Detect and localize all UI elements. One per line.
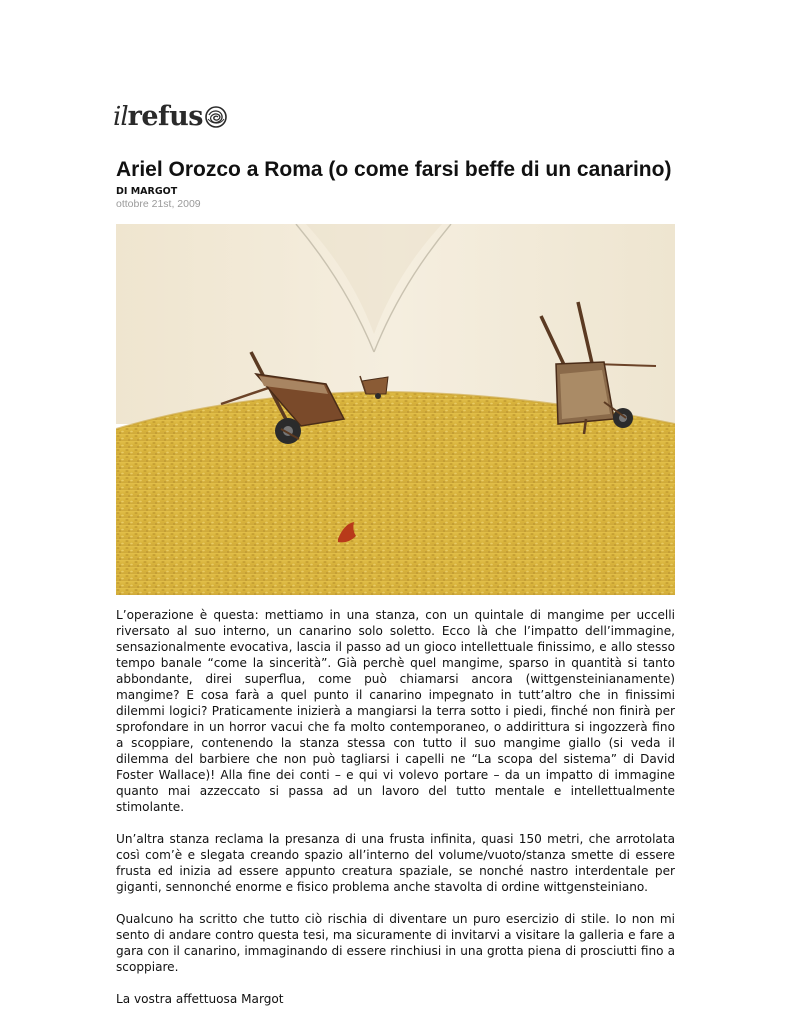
article-photo bbox=[116, 224, 675, 595]
signoff: La vostra affettuosa Margot bbox=[116, 992, 284, 1006]
scribble-icon bbox=[204, 105, 228, 129]
article-author: DI MARGOT bbox=[116, 186, 178, 197]
article-title[interactable]: Ariel Orozco a Roma (o come farsi beffe di un canarino) bbox=[116, 158, 672, 181]
paragraph-2: Un’altra stanza reclama la presanza di una frusta infinita, quasi 150 metri, che arrotolata così com’è e slegata creando spazio all’interno del volume/vuoto/stanza smette di essere frusta ed inizia ad essere appunto creatura spaziale, se nonché nastro interdentale per giganti, sennonché enorme e fisico problema anche stavolta di ordine wittgensteiniano. bbox=[116, 832, 675, 894]
site-logo[interactable] bbox=[113, 92, 228, 132]
logo-prefix: il bbox=[113, 102, 128, 132]
article-date: ottobre 21st, 2009 bbox=[116, 198, 201, 210]
paragraph-1: L’operazione è questa: mettiamo in una stanza, con un quintale di mangime per uccelli riversato al suo interno, un canarino solo soletto. Ecco là che l’impatto dell’immagine, sensazionalmente evocativa, lascia il passo ad un gioco intellettuale finissimo, e allo stesso tempo banale “come la sincerità”. Già perchè quel mangime, sparso in quantità si tanto abbondante, direi superflua, come può chiamarsi ancora (wittgensteinianamente) mangime? E cosa farà a quel punto il canarino impegnato in tutt’altro che in finissimi dilemmi logici? Praticamente inizierà a mangiarsi la terra sotto i piedi, finché non finirà per sprofondare in un horror vacui che fa molto contemporaneo, o addirittura si ingozzerà fino a scoppiare, contenendo la stanza stessa con tutto il suo mangime giallo (si veda il dilemma del barbiere che non può tagliarsi i capelli ne “La scopa del sistema” di David Foster Wallace)! Alla fine dei conti – e qui vi volevo portare – da un impatto di immagine quanto mai azzeccato si passa ad un lavoro del tutto mentale e intellettualmente stimolante. bbox=[116, 608, 675, 814]
paragraph-3: Qualcuno ha scritto che tutto ciò rischia di diventare un puro esercizio di stile. Io non mi sento di andare contro questa tesi, ma sicuramente di invitarvi a visitare la galleria e fare a gara con il canarino, immaginando di essere rinchiusi in una grotta piena di prosciutti fino a scoppiare. bbox=[116, 912, 675, 974]
logo-name: refus bbox=[127, 101, 203, 132]
article-body bbox=[116, 607, 675, 1023]
